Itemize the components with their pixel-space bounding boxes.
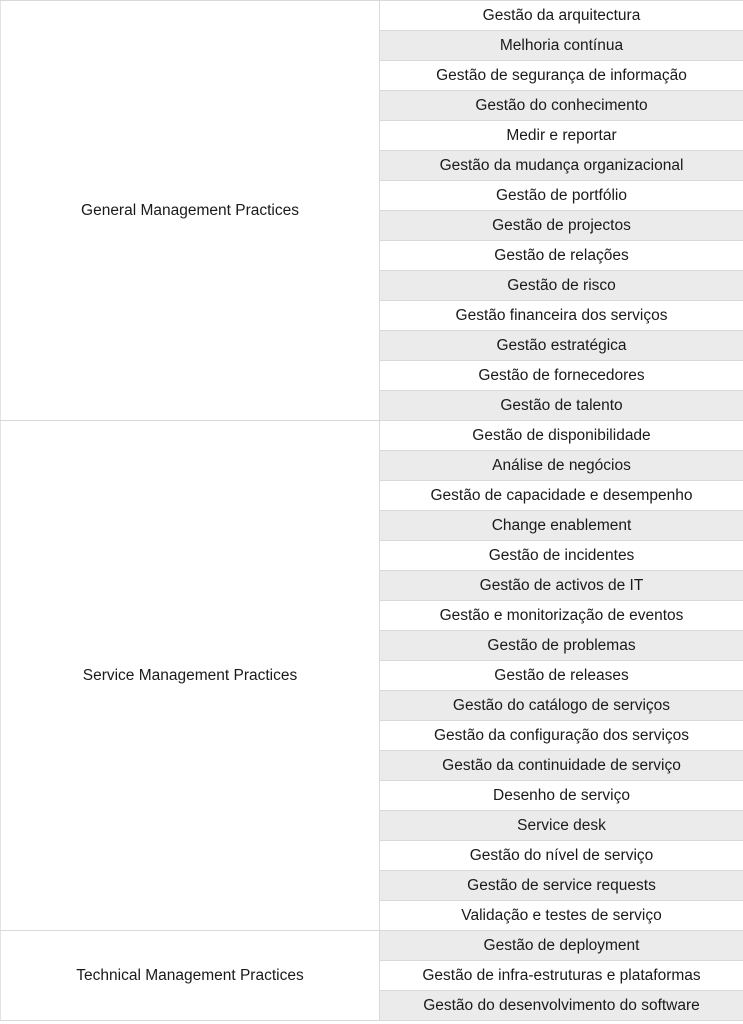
practice-item: Melhoria contínua [380,31,743,61]
practice-item: Gestão de segurança de informação [380,61,743,91]
practice-item: Gestão de disponibilidade [380,421,743,451]
practice-item: Change enablement [380,511,743,541]
practice-item: Gestão da mudança organizacional [380,151,743,181]
practice-item: Desenho de serviço [380,781,743,811]
practice-item: Gestão estratégica [380,331,743,361]
practice-item: Gestão da arquitectura [380,1,743,31]
practice-item: Gestão de incidentes [380,541,743,571]
practice-item: Validação e testes de serviço [380,901,743,931]
practices-table-body [1,1,743,1021]
practice-item: Gestão de problemas [380,631,743,661]
practice-item: Gestão do catálogo de serviços [380,691,743,721]
practice-item: Gestão de talento [380,391,743,421]
table-row [1,1,743,31]
table-row [1,931,743,961]
practice-item: Gestão de capacidade e desempenho [380,481,743,511]
practice-item: Gestão de portfólio [380,181,743,211]
practice-item: Gestão financeira dos serviços [380,301,743,331]
group-label: Service Management Practices [1,421,380,931]
group-label: General Management Practices [1,1,380,421]
practice-item: Análise de negócios [380,451,743,481]
practice-item: Gestão de service requests [380,871,743,901]
table-row [1,421,743,451]
practice-item: Gestão da configuração dos serviços [380,721,743,751]
practice-item: Gestão de releases [380,661,743,691]
practice-item: Gestão e monitorização de eventos [380,601,743,631]
practice-item: Service desk [380,811,743,841]
practice-item: Gestão de infra-estruturas e plataformas [380,961,743,991]
practice-item: Gestão de projectos [380,211,743,241]
practice-item: Medir e reportar [380,121,743,151]
practice-item: Gestão de fornecedores [380,361,743,391]
practice-item: Gestão de activos de IT [380,571,743,601]
practice-item: Gestão do conhecimento [380,91,743,121]
practice-item: Gestão de deployment [380,931,743,961]
practice-item: Gestão do nível de serviço [380,841,743,871]
group-label: Technical Management Practices [1,931,380,1021]
practice-item: Gestão da continuidade de serviço [380,751,743,781]
practice-item: Gestão de relações [380,241,743,271]
practice-item: Gestão de risco [380,271,743,301]
practice-item: Gestão do desenvolvimento do software [380,991,743,1021]
